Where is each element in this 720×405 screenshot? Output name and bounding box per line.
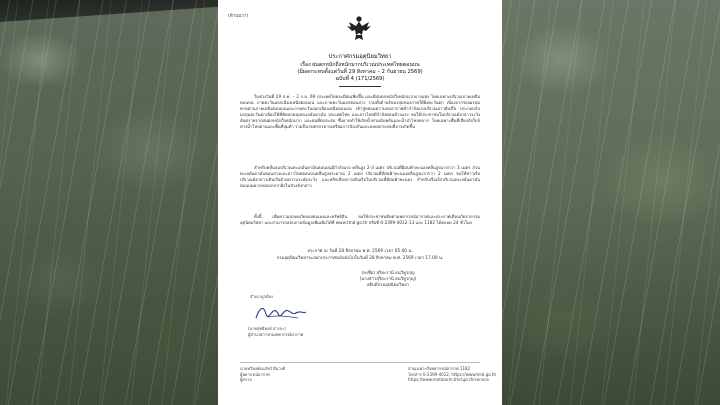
footer-left-line: ผู้ตรวจ — [240, 377, 252, 383]
footer-right-line: โทรสาร 0-2399-4012, https://www.tmd.go.th — [408, 371, 496, 377]
footer-right-line: ส่วนเฉพาะกิจพยากรณ์อากาศ 1182 — [408, 366, 471, 371]
paragraph-3: ทั้งนี้ เพื่อความปลอดภัยของตนเองและทรัพย์สิน ขอให้ประชาชนติดตามพยากรณ์อากาศและประกาศเตือนภัยจากกรมอุตุนิยมวิทยา และสามารถสอบถามข้อมูลเพิ่มเติมได้ที่ www.tmd.go.th หรือที่ 0-2399-4012-13 และ 1182 ได้ตลอด 24 ชั่วโมง — [240, 214, 480, 226]
footer-left-line: นายทวีพงษ์ธนภัทร์ ยืนวงศ์ — [240, 366, 286, 371]
rain-background-right — [502, 0, 720, 405]
footer-right-line: https://www.metalarm.tmd.go.th/service — [408, 377, 489, 383]
subject-line: เรื่อง ฝนตกหนักถึงหนักมากบริเวณประเทศไทยตอนบน — [300, 62, 420, 68]
garuda-emblem-icon — [345, 14, 373, 42]
certified-title: ผู้อำนวยการกองพยากรณ์อากาศ — [248, 332, 304, 337]
rain-background-left — [0, 0, 218, 405]
issued-at: ประกาศ ณ วันที่ 28 สิงหาคม พ.ศ. 2569 เวลา 05.00 น. — [307, 249, 413, 254]
effective-period: (มีผลกระทบตั้งแต่วันที่ 29 สิงหาคม – 2 กันยายน 2569) — [297, 69, 423, 75]
page-tag: (ด้านนวา) — [228, 14, 249, 19]
agency-title: ประกาศกรมอุตุนิยมวิทยา — [328, 54, 392, 60]
announcement-page — [218, 0, 502, 405]
paragraph-2: สำหรับคลื่นลมบริเวณทะเลอันดามันตอนบนมีกำลังแรง คลื่นสูง 2-3 เมตร บริเวณที่มีฝนฟ้าคะนองคลื่นสูงมากกว่า 3 เมตร ส่วนทะเลอันดามันตอนล่างและอ่าวไทยตอนบนคลื่นสูงประมาณ 2 เมตร บริเวณที่มีฝนฟ้าคะนองคลื่นสูงมากกว่า 2 เมตร ขอให้ชาวเรือบริเวณดังกล่าวเดินเรือด้วยความระมัดระวัง และหลีกเลี่ยงการเดินเรือในบริเวณที่มีฝนฟ้าคะนอง สำหรับเรือเล็กบริเวณทะเลอันดามันตอนบนควรงดออกจากฝั่งในช่วงดังกล่าว — [240, 165, 480, 189]
next-notice: กรมอุตุนิยมวิทยาจะออกประกาศฉบับต่อไปในวันที่ 28 สิงหาคม พ.ศ. 2569 เวลา 17.00 น. — [276, 256, 444, 261]
signatory-signed: (ลงชื่อ) สุริยะรานี ธนวิทูรกุญ — [361, 271, 415, 276]
footer-left-line: ผู้พยากรณ์อากาศ — [240, 371, 270, 377]
header-divider — [339, 86, 381, 87]
paragraph-1: ในช่วงวันที่ 29 ส.ค. – 2 ก.ย. 69 ประเทศไทยจะมีฝนเพิ่มขึ้น และมีฝนตกหนักถึงหนักมากบางแห่ง โดยเฉพาะบริเวณภาคเหนือตอนบน ภาคตะวันออกเฉียงเหนือตอนบน และภาคตะวันออกตอนล่าง รวมทั้งด้านรับมรสุมของภาคใต้ฝั่งตะวันตก เนื่องจากร่องมรสุมพาดผ่านภาคเหนือตอนบนและภาคตะวันออกเฉียงเหนือตอนบน เข้าสู่หย่อมความกดอากาศต่ำกำลังแรงบริเวณอ่าวตังเกี๋ย ประกอบกับมรสุมตะวันตกเฉียงใต้ที่พัดปกคลุมทะเลอันดามัน ประเทศไทย และอ่าวไทยมีกำลังค่อนข้างแรง ขอให้ประชาชนในบริเวณดังกล่าวระวังอันตรายจากฝนตกหนักถึงหนักมาก และฝนที่ตกสะสม ซึ่งอาจทำให้เกิดน้ำท่วมฉับพลันและน้ำป่าไหลหลาก โดยเฉพาะพื้นที่เสี่ยงภัยใกล้ทางน้ำไหลผ่านและพื้นที่ลุ่มต่ำ รวมถึงเกษตรกรควรเตรียมการป้องกันและลดผลกระทบที่อาจเกิดขึ้น — [240, 94, 480, 130]
issue-number: ฉบับที่ 4 (171/2569) — [335, 76, 385, 82]
signatory-title: อธิบดีกรมอุตุนิยมวิทยา — [366, 283, 410, 288]
footer-right — [408, 366, 496, 383]
handwritten-signature — [250, 302, 310, 324]
certified-label: สำเนาถูกต้อง — [250, 294, 273, 299]
signatory-name: (นางสาวสุริยะรานี ธนวิทูรกุญ) — [359, 277, 417, 282]
certified-name: (นายสุทธิพงษ์ สารถะ) — [248, 326, 286, 331]
footer-left — [240, 366, 285, 383]
footer-divider — [240, 362, 480, 363]
